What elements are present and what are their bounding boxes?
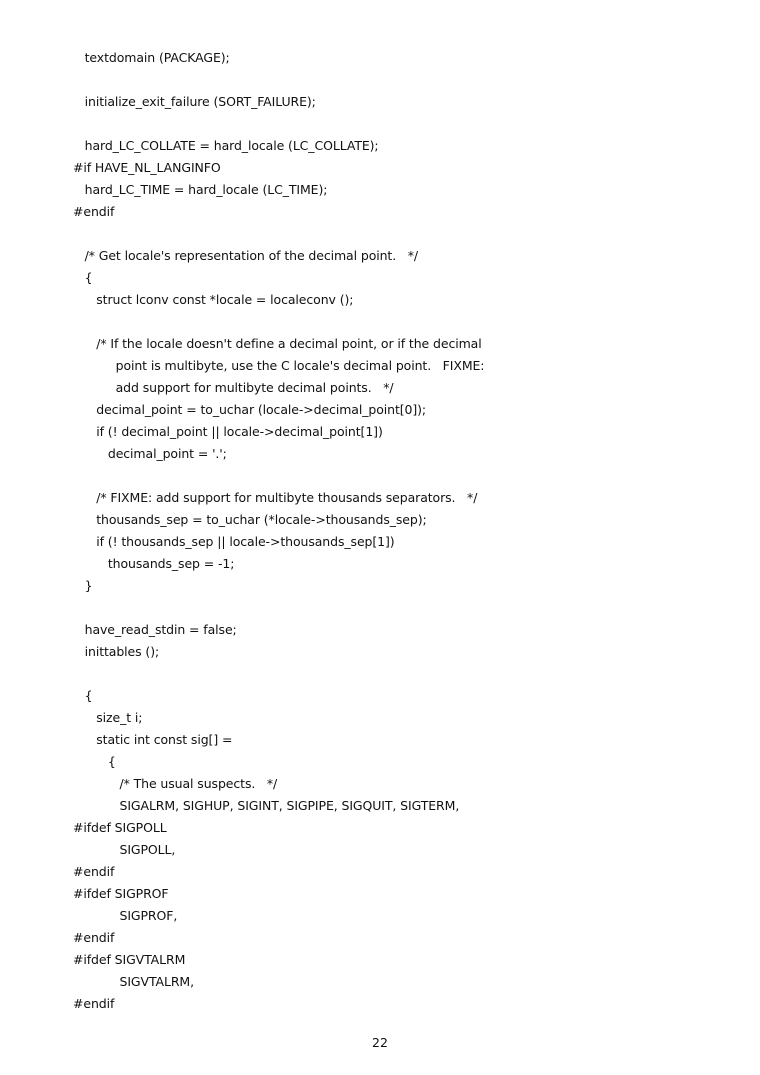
code-line: #endif — [73, 930, 115, 945]
code-line: have_read_stdin = false; — [73, 622, 237, 637]
code-line: SIGVTALRM, — [73, 974, 194, 989]
code-line: size_t i; — [73, 710, 143, 725]
code-line: hard_LC_COLLATE = hard_locale (LC_COLLATE); — [73, 138, 379, 153]
code-line: SIGPROF, — [73, 908, 178, 923]
code-line: point is multibyte, use the C locale's decimal point. FIXME: — [73, 358, 485, 373]
code-line: SIGALRM, SIGHUP, SIGINT, SIGPIPE, SIGQUIT, SIGTERM, — [73, 798, 460, 813]
code-line: #ifdef SIGVTALRM — [73, 952, 186, 967]
page-number: 22 — [372, 1035, 388, 1050]
code-line: #endif — [73, 996, 115, 1011]
code-line: { — [73, 688, 93, 703]
code-line: static int const sig[] = — [73, 732, 233, 747]
code-line: #endif — [73, 864, 115, 879]
code-line: if (! decimal_point || locale->decimal_point[1]) — [73, 424, 383, 439]
code-line: thousands_sep = to_uchar (*locale->thousands_sep); — [73, 512, 427, 527]
code-line: /* Get locale's representation of the decimal point. */ — [73, 248, 418, 263]
code-line: #ifdef SIGPROF — [73, 886, 169, 901]
code-line: /* FIXME: add support for multibyte thousands separators. */ — [73, 490, 478, 505]
code-line: thousands_sep = -1; — [73, 556, 235, 571]
code-line: if (! thousands_sep || locale->thousands_sep[1]) — [73, 534, 395, 549]
code-line: } — [73, 578, 93, 593]
code-line: decimal_point = '.'; — [73, 446, 227, 461]
code-line: add support for multibyte decimal points. */ — [73, 380, 394, 395]
code-line: textdomain (PACKAGE); — [73, 50, 230, 65]
code-line: /* The usual suspects. */ — [73, 776, 278, 791]
code-line: { — [73, 270, 93, 285]
code-line: /* If the locale doesn't define a decimal point, or if the decimal — [73, 336, 482, 351]
code-line: SIGPOLL, — [73, 842, 176, 857]
code-line: hard_LC_TIME = hard_locale (LC_TIME); — [73, 182, 328, 197]
code-line: { — [73, 754, 116, 769]
code-line: initialize_exit_failure (SORT_FAILURE); — [73, 94, 316, 109]
code-line: inittables (); — [73, 644, 160, 659]
code-line: #endif — [73, 204, 115, 219]
code-line: #ifdef SIGPOLL — [73, 820, 167, 835]
code-line: decimal_point = to_uchar (locale->decimal_point[0]); — [73, 402, 427, 417]
code-line: #if HAVE_NL_LANGINFO — [73, 160, 221, 175]
code-line: struct lconv const *locale = localeconv (); — [73, 292, 354, 307]
